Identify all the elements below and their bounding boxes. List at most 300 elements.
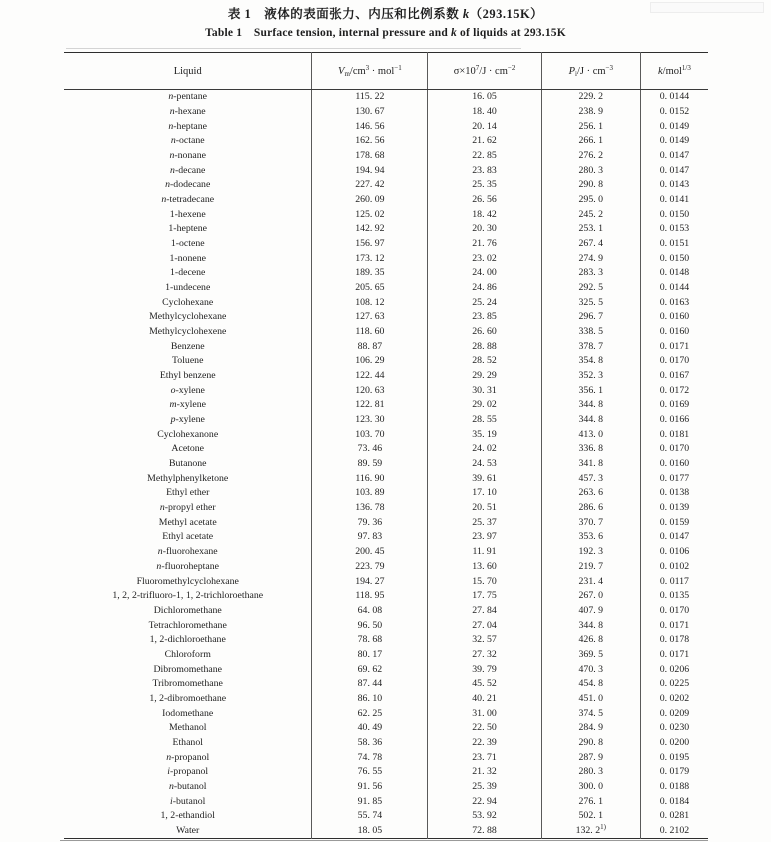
cell-internal-pressure: 274. 9 — [541, 251, 640, 266]
cell-k: 0. 0138 — [640, 486, 708, 501]
cell-surface-tension: 25. 35 — [428, 178, 541, 193]
cell-k: 0. 0206 — [640, 662, 708, 677]
cell-molar-volume: 118. 60 — [312, 325, 428, 340]
cell-liquid: Cyclohexanone — [157, 428, 219, 440]
table-row — [64, 618, 708, 633]
table-row — [64, 427, 708, 442]
cell-k: 0. 0149 — [640, 119, 708, 134]
cell-liquid: Water — [176, 824, 200, 836]
cell-k: 0. 0171 — [640, 618, 708, 633]
cell-molar-volume: 73. 46 — [312, 442, 428, 457]
cell-internal-pressure: 267. 0 — [541, 589, 640, 604]
cell-internal-pressure: 352. 3 — [541, 369, 640, 384]
table-row — [64, 736, 708, 751]
cell-surface-tension: 39. 79 — [428, 662, 541, 677]
table-row — [64, 574, 708, 589]
column-header-3: $P_i/J \cdot cm^{-3}$ — [541, 53, 640, 90]
cell-k: 0. 0153 — [640, 222, 708, 237]
cell-molar-volume: 178. 68 — [312, 149, 428, 164]
cell-internal-pressure: 192. 3 — [541, 545, 640, 560]
cell-k: 0. 0184 — [640, 794, 708, 809]
cell-k: 0. 0166 — [640, 413, 708, 428]
cell-k: 0. 0160 — [640, 325, 708, 340]
cell-surface-tension: 23. 83 — [428, 163, 541, 178]
table-row — [64, 501, 708, 516]
cell-liquid: Benzene — [170, 340, 205, 352]
cell-liquid: Chloroform — [164, 648, 211, 660]
table-row — [64, 266, 708, 281]
cell-surface-tension: 16. 05 — [428, 90, 541, 105]
cell-surface-tension: 31. 00 — [428, 706, 541, 721]
cell-k: 0. 0147 — [640, 530, 708, 545]
liquids-data-table — [64, 52, 708, 839]
cell-k: 0. 0117 — [640, 574, 708, 589]
cell-molar-volume: 89. 59 — [312, 457, 428, 472]
cell-internal-pressure: 245. 2 — [541, 207, 640, 222]
cell-surface-tension: 26. 56 — [428, 193, 541, 208]
cell-molar-volume: 227. 42 — [312, 178, 428, 193]
cell-molar-volume: 80. 17 — [312, 648, 428, 663]
cell-liquid: Tetrachloromethane — [148, 619, 227, 631]
cell-surface-tension: 25. 37 — [428, 515, 541, 530]
table-row — [64, 222, 708, 237]
cell-internal-pressure: 470. 3 — [541, 662, 640, 677]
cell-molar-volume: 62. 25 — [312, 706, 428, 721]
table-row — [64, 105, 708, 120]
table-row — [64, 794, 708, 809]
cell-liquid: n-pentane — [168, 91, 208, 103]
cell-internal-pressure: 354. 8 — [541, 354, 640, 369]
cell-internal-pressure: 132. 2$^{1)}$ — [541, 824, 640, 839]
cell-k: 0. 0178 — [640, 633, 708, 648]
cell-molar-volume: 91. 85 — [312, 794, 428, 809]
cell-liquid: Ethyl benzene — [159, 370, 216, 382]
cell-surface-tension: 29. 02 — [428, 398, 541, 413]
cell-surface-tension: 40. 21 — [428, 692, 541, 707]
cell-liquid: n-dodecane — [165, 179, 211, 191]
table-row — [64, 648, 708, 663]
scan-artifact-line — [66, 48, 521, 49]
cell-surface-tension: 21. 62 — [428, 134, 541, 149]
table-row — [64, 178, 708, 193]
cell-liquid: m-xylene — [169, 399, 206, 411]
cell-surface-tension: 35. 19 — [428, 427, 541, 442]
cell-internal-pressure: 369. 5 — [541, 648, 640, 663]
cell-liquid: 1, 2-dibromoethane — [149, 692, 227, 704]
cell-liquid: n-nonane — [169, 150, 206, 162]
cell-liquid: n-butanol — [168, 780, 207, 792]
cell-liquid: n-octane — [170, 135, 205, 147]
cell-internal-pressure: 457. 3 — [541, 471, 640, 486]
cell-molar-volume: 142. 92 — [312, 222, 428, 237]
cell-molar-volume: 122. 44 — [312, 369, 428, 384]
cell-molar-volume: 120. 63 — [312, 383, 428, 398]
cell-k: 0. 0169 — [640, 398, 708, 413]
cell-k: 0. 0171 — [640, 648, 708, 663]
cell-internal-pressure: 267. 4 — [541, 237, 640, 252]
cell-surface-tension: 22. 94 — [428, 794, 541, 809]
cell-liquid: Acetone — [171, 443, 205, 455]
cell-liquid: 1, 2-ethandiol — [160, 810, 215, 822]
table-row — [64, 207, 708, 222]
cell-liquid: Ethyl acetate — [162, 531, 214, 543]
cell-internal-pressure: 283. 3 — [541, 266, 640, 281]
cell-surface-tension: 30. 31 — [428, 383, 541, 398]
cell-internal-pressure: 286. 6 — [541, 501, 640, 516]
table-row — [64, 515, 708, 530]
cell-liquid: p-xylene — [170, 414, 205, 426]
cell-molar-volume: 146. 56 — [312, 119, 428, 134]
cell-molar-volume: 156. 97 — [312, 237, 428, 252]
cell-internal-pressure: 378. 7 — [541, 339, 640, 354]
cell-k: 0. 0150 — [640, 251, 708, 266]
cell-liquid: n-tetradecane — [161, 194, 215, 206]
cell-internal-pressure: 253. 1 — [541, 222, 640, 237]
cell-surface-tension: 23. 97 — [428, 530, 541, 545]
cell-surface-tension: 24. 86 — [428, 281, 541, 296]
cell-liquid: n-decane — [170, 164, 206, 176]
cell-surface-tension: 53. 92 — [428, 809, 541, 824]
cell-internal-pressure: 338. 5 — [541, 325, 640, 340]
table-title-chinese: 表 1 液体的表面张力、内压和比例系数 k（293.15K） — [227, 7, 544, 21]
cell-internal-pressure: 231. 4 — [541, 574, 640, 589]
cell-surface-tension: 24. 02 — [428, 442, 541, 457]
cell-internal-pressure: 356. 1 — [541, 383, 640, 398]
cell-molar-volume: 173. 12 — [312, 251, 428, 266]
cell-surface-tension: 20. 30 — [428, 222, 541, 237]
cell-internal-pressure: 287. 9 — [541, 750, 640, 765]
cell-k: 0. 0152 — [640, 105, 708, 120]
table-row — [64, 369, 708, 384]
cell-molar-volume: 79. 36 — [312, 515, 428, 530]
cell-surface-tension: 21. 76 — [428, 237, 541, 252]
cell-k: 0. 0177 — [640, 471, 708, 486]
table-row — [64, 251, 708, 266]
cell-internal-pressure: 370. 7 — [541, 515, 640, 530]
cell-molar-volume: 88. 87 — [312, 339, 428, 354]
table-row — [64, 633, 708, 648]
cell-internal-pressure: 290. 8 — [541, 736, 640, 751]
cell-molar-volume: 127. 63 — [312, 310, 428, 325]
cell-internal-pressure: 426. 8 — [541, 633, 640, 648]
cell-molar-volume: 108. 12 — [312, 295, 428, 310]
table-row — [64, 281, 708, 296]
cell-internal-pressure: 295. 0 — [541, 193, 640, 208]
cell-liquid: Fluoromethylcyclohexane — [136, 575, 239, 587]
cell-liquid: 1-nonene — [169, 252, 206, 264]
cell-k: 0. 0160 — [640, 310, 708, 325]
cell-internal-pressure: 296. 7 — [541, 310, 640, 325]
cell-internal-pressure: 325. 5 — [541, 295, 640, 310]
column-header-2: $\sigma\times 10^7/J \cdot cm^{-2}$ — [428, 53, 541, 90]
cell-internal-pressure: 353. 6 — [541, 530, 640, 545]
cell-k: 0. 0143 — [640, 178, 708, 193]
cell-surface-tension: 23. 85 — [428, 310, 541, 325]
cell-liquid: Methanol — [168, 722, 207, 734]
cell-internal-pressure: 341. 8 — [541, 457, 640, 472]
cell-molar-volume: 125. 02 — [312, 207, 428, 222]
cell-surface-tension: 22. 50 — [428, 721, 541, 736]
table-row — [64, 662, 708, 677]
cell-internal-pressure: 238. 9 — [541, 105, 640, 120]
cell-internal-pressure: 451. 0 — [541, 692, 640, 707]
cell-liquid: 1-heptene — [168, 223, 208, 235]
cell-liquid: Methyl acetate — [158, 516, 217, 528]
cell-liquid: Cyclohexane — [162, 296, 214, 308]
cell-molar-volume: 205. 65 — [312, 281, 428, 296]
cell-liquid: 1, 2-dichloroethane — [149, 634, 226, 646]
cell-molar-volume: 116. 90 — [312, 471, 428, 486]
table-header-row — [64, 53, 708, 90]
table-body — [64, 90, 708, 839]
cell-molar-volume: 96. 50 — [312, 618, 428, 633]
table-captions — [0, 6, 771, 41]
table-row — [64, 442, 708, 457]
cell-liquid: n-hexane — [169, 106, 206, 117]
cell-molar-volume: 64. 08 — [312, 604, 428, 619]
cell-internal-pressure: 284. 9 — [541, 721, 640, 736]
table-row — [64, 310, 708, 325]
cell-internal-pressure: 280. 3 — [541, 765, 640, 780]
cell-liquid: n-propanol — [166, 751, 210, 763]
cell-liquid: Dichloromethane — [153, 604, 222, 616]
table-row — [64, 193, 708, 208]
table-row — [64, 413, 708, 428]
cell-internal-pressure: 454. 8 — [541, 677, 640, 692]
table-row — [64, 457, 708, 472]
cell-molar-volume: 106. 29 — [312, 354, 428, 369]
cell-liquid: Ethanol — [172, 736, 203, 748]
cell-molar-volume: 115. 22 — [312, 90, 428, 105]
cell-k: 0. 0188 — [640, 780, 708, 795]
cell-internal-pressure: 336. 8 — [541, 442, 640, 457]
table-row — [64, 90, 708, 105]
cell-molar-volume: 194. 27 — [312, 574, 428, 589]
cell-liquid: Toluene — [172, 355, 204, 367]
table-row — [64, 677, 708, 692]
table-row — [64, 325, 708, 340]
table-row — [64, 560, 708, 575]
cell-molar-volume: 189. 35 — [312, 266, 428, 281]
cell-internal-pressure: 276. 2 — [541, 149, 640, 164]
cell-surface-tension: 28. 88 — [428, 339, 541, 354]
cell-k: 0. 0202 — [640, 692, 708, 707]
cell-k: 0. 0200 — [640, 736, 708, 751]
cell-molar-volume: 260. 09 — [312, 193, 428, 208]
cell-surface-tension: 18. 42 — [428, 207, 541, 222]
cell-surface-tension: 39. 61 — [428, 471, 541, 486]
cell-molar-volume: 223. 79 — [312, 560, 428, 575]
cell-k: 0. 0150 — [640, 207, 708, 222]
cell-molar-volume: 91. 56 — [312, 780, 428, 795]
table-row — [64, 119, 708, 134]
cell-surface-tension: 24. 53 — [428, 457, 541, 472]
cell-k: 0. 0139 — [640, 501, 708, 516]
cell-internal-pressure: 344. 8 — [541, 398, 640, 413]
cell-surface-tension: 15. 70 — [428, 574, 541, 589]
cell-liquid: 1-octene — [170, 238, 205, 250]
cell-molar-volume: 97. 83 — [312, 530, 428, 545]
cell-k: 0. 0170 — [640, 442, 708, 457]
column-header-4: k/mol$^{1/3}$ — [640, 53, 708, 90]
table-row — [64, 339, 708, 354]
table-row — [64, 530, 708, 545]
cell-internal-pressure: 280. 3 — [541, 163, 640, 178]
cell-k: 0. 0230 — [640, 721, 708, 736]
table-bottom-rule-shadow — [60, 840, 708, 841]
cell-internal-pressure: 266. 1 — [541, 134, 640, 149]
table-row — [64, 780, 708, 795]
cell-surface-tension: 22. 85 — [428, 149, 541, 164]
table-row — [64, 750, 708, 765]
cell-surface-tension: 11. 91 — [428, 545, 541, 560]
cell-molar-volume: 200. 45 — [312, 545, 428, 560]
cell-k: 0. 0195 — [640, 750, 708, 765]
cell-k: 0. 0159 — [640, 515, 708, 530]
table-row — [64, 149, 708, 164]
table-row — [64, 486, 708, 501]
cell-surface-tension: 27. 04 — [428, 618, 541, 633]
cell-k: 0. 0281 — [640, 809, 708, 824]
cell-molar-volume: 78. 68 — [312, 633, 428, 648]
cell-k: 0. 0147 — [640, 163, 708, 178]
table-row — [64, 237, 708, 252]
cell-surface-tension: 32. 57 — [428, 633, 541, 648]
table-row — [64, 721, 708, 736]
cell-liquid: Methylcyclohexane — [149, 311, 227, 323]
cell-surface-tension: 22. 39 — [428, 736, 541, 751]
table-row — [64, 134, 708, 149]
cell-k: 0. 0135 — [640, 589, 708, 604]
cell-liquid: Methylphenylketone — [147, 472, 229, 484]
cell-surface-tension: 20. 14 — [428, 119, 541, 134]
table-row — [64, 545, 708, 560]
cell-liquid: Methylcyclohexene — [149, 326, 227, 338]
cell-surface-tension: 28. 55 — [428, 413, 541, 428]
cell-internal-pressure: 502. 1 — [541, 809, 640, 824]
cell-molar-volume: 118. 95 — [312, 589, 428, 604]
cell-k: 0. 0106 — [640, 545, 708, 560]
cell-liquid: i-propanol — [167, 766, 209, 778]
cell-surface-tension: 20. 51 — [428, 501, 541, 516]
cell-molar-volume: 18. 05 — [312, 824, 428, 839]
cell-k: 0. 0179 — [640, 765, 708, 780]
cell-molar-volume: 74. 78 — [312, 750, 428, 765]
cell-liquid: n-heptane — [168, 120, 208, 132]
cell-molar-volume: 76. 55 — [312, 765, 428, 780]
cell-surface-tension: 29. 29 — [428, 369, 541, 384]
cell-surface-tension: 23. 02 — [428, 251, 541, 266]
column-header-1: $V_m/cm^3 \cdot mol^{-1}$ — [312, 53, 428, 90]
cell-surface-tension: 72. 88 — [428, 824, 541, 839]
cell-molar-volume: 55. 74 — [312, 809, 428, 824]
cell-k: 0. 0225 — [640, 677, 708, 692]
cell-internal-pressure: 344. 8 — [541, 618, 640, 633]
cell-surface-tension: 26. 60 — [428, 325, 541, 340]
cell-surface-tension: 17. 75 — [428, 589, 541, 604]
cell-molar-volume: 103. 70 — [312, 427, 428, 442]
cell-k: 0. 0170 — [640, 604, 708, 619]
cell-molar-volume: 123. 30 — [312, 413, 428, 428]
table-row — [64, 765, 708, 780]
cell-liquid: Iodomethane — [162, 707, 214, 719]
cell-internal-pressure: 229. 2 — [541, 90, 640, 105]
table-row — [64, 706, 708, 721]
cell-molar-volume: 40. 49 — [312, 721, 428, 736]
cell-molar-volume: 69. 62 — [312, 662, 428, 677]
cell-molar-volume: 58. 36 — [312, 736, 428, 751]
table-row — [64, 163, 708, 178]
cell-internal-pressure: 407. 9 — [541, 604, 640, 619]
cell-k: 0. 0147 — [640, 149, 708, 164]
cell-k: 0. 0102 — [640, 560, 708, 575]
cell-k: 0. 0171 — [640, 339, 708, 354]
table-row — [64, 383, 708, 398]
cell-liquid: n-fluoroheptane — [156, 560, 219, 572]
cell-internal-pressure: 276. 1 — [541, 794, 640, 809]
table-title-english: Table 1 Surface tension, internal pressure and k of liquids at 293.15K — [205, 27, 566, 39]
cell-surface-tension: 17. 10 — [428, 486, 541, 501]
cell-surface-tension: 23. 71 — [428, 750, 541, 765]
table-row — [64, 692, 708, 707]
cell-internal-pressure: 290. 8 — [541, 178, 640, 193]
cell-molar-volume: 103. 89 — [312, 486, 428, 501]
cell-liquid: n-fluorohexane — [157, 546, 218, 558]
cell-k: 0. 0170 — [640, 354, 708, 369]
cell-k: 0. 0172 — [640, 383, 708, 398]
cell-k: 0. 0148 — [640, 266, 708, 281]
column-header-0: Liquid — [64, 53, 312, 90]
cell-k: 0. 0167 — [640, 369, 708, 384]
cell-internal-pressure: 374. 5 — [541, 706, 640, 721]
cell-liquid: n-propyl ether — [159, 502, 216, 514]
cell-molar-volume: 86. 10 — [312, 692, 428, 707]
cell-surface-tension: 25. 24 — [428, 295, 541, 310]
cell-surface-tension: 24. 00 — [428, 266, 541, 281]
cell-internal-pressure: 300. 0 — [541, 780, 640, 795]
cell-internal-pressure: 219. 7 — [541, 560, 640, 575]
cell-liquid: Ethyl ether — [166, 487, 210, 499]
cell-internal-pressure: 263. 6 — [541, 486, 640, 501]
table-row — [64, 604, 708, 619]
cell-k: 0. 0163 — [640, 295, 708, 310]
cell-internal-pressure: 413. 0 — [541, 427, 640, 442]
cell-molar-volume: 162. 56 — [312, 134, 428, 149]
table-row — [64, 809, 708, 824]
cell-liquid: Tribromomethane — [152, 678, 223, 690]
cell-k: 0. 0181 — [640, 427, 708, 442]
cell-molar-volume: 122. 81 — [312, 398, 428, 413]
cell-surface-tension: 27. 84 — [428, 604, 541, 619]
cell-liquid: Butanone — [168, 458, 207, 470]
cell-surface-tension: 28. 52 — [428, 354, 541, 369]
cell-k: 0. 0144 — [640, 281, 708, 296]
cell-k: 0. 0160 — [640, 457, 708, 472]
cell-internal-pressure: 256. 1 — [541, 119, 640, 134]
cell-k: 0. 0149 — [640, 134, 708, 149]
table-row — [64, 589, 708, 604]
cell-k: 0. 2102 — [640, 824, 708, 839]
cell-liquid: 1-decene — [170, 267, 206, 279]
table-row — [64, 295, 708, 310]
cell-molar-volume: 87. 44 — [312, 677, 428, 692]
cell-k: 0. 0141 — [640, 193, 708, 208]
cell-internal-pressure: 344. 8 — [541, 413, 640, 428]
cell-liquid: i-butanol — [170, 795, 206, 807]
cell-molar-volume: 194. 94 — [312, 163, 428, 178]
cell-surface-tension: 25. 39 — [428, 780, 541, 795]
cell-surface-tension: 13. 60 — [428, 560, 541, 575]
